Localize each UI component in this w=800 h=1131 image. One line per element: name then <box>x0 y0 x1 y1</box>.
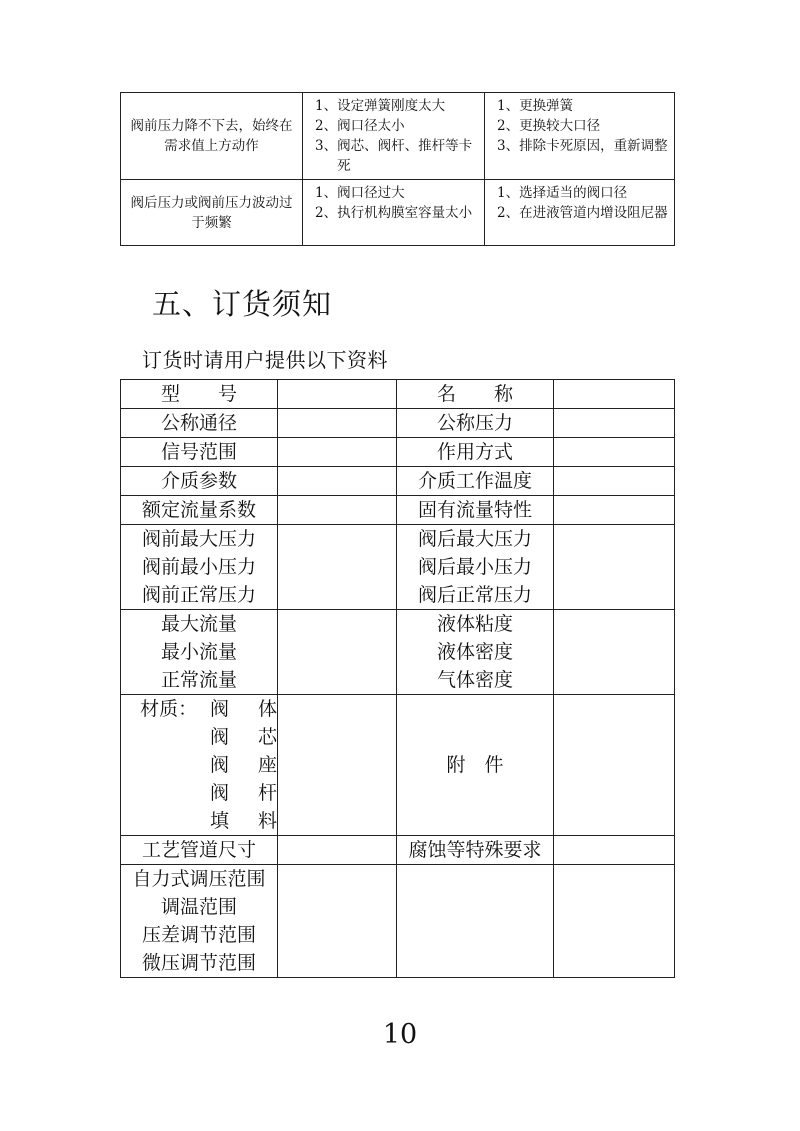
label-regulation-ranges: 自力式调压范围 调温范围 压差调节范围 微压调节范围 <box>121 865 278 978</box>
label-materials <box>121 695 278 836</box>
list-item: 2、 阀口径太小 <box>315 118 405 134</box>
label-medium-temp: 介质工作温度 <box>397 467 554 496</box>
value-special-requirements <box>554 836 675 865</box>
label-nominal-diameter: 公称通径 <box>121 409 278 438</box>
table-row <box>121 836 675 865</box>
label-special-requirements: 腐蚀等特殊要求 <box>397 836 554 865</box>
causes-cell <box>303 93 485 180</box>
list-item: 1、 更换弹簧 <box>497 98 574 114</box>
list-item: 1、 选择适当的阀口径 <box>497 185 628 201</box>
list-item: 3、 排除卡死原因，重新调整 <box>497 138 668 154</box>
list-item: 材质： 阀 体 <box>140 698 277 720</box>
list-item: 阀 杆 <box>209 782 277 804</box>
table-row <box>121 438 675 467</box>
label-model: 型 号 <box>121 380 278 409</box>
label-inlet-pressures: 阀前最大压力 阀前最小压力 阀前正常压力 <box>121 525 278 610</box>
value-inlet-pressures <box>278 525 397 610</box>
value-pipe-size <box>278 836 397 865</box>
label-name: 名 称 <box>397 380 554 409</box>
value-materials <box>278 695 397 836</box>
table-row <box>121 409 675 438</box>
order-form-table <box>120 379 675 978</box>
table-row <box>121 93 675 180</box>
remedies-cell <box>485 180 675 246</box>
table-row <box>121 610 675 695</box>
value-flow-characteristic <box>554 496 675 525</box>
value-flows <box>278 610 397 695</box>
table-row <box>121 180 675 246</box>
label-flows: 最大流量 最小流量 正常流量 <box>121 610 278 695</box>
list-item: 2、 执行机构膜室容量太小 <box>315 205 473 221</box>
remedies-cell <box>485 93 675 180</box>
section-intro: 订货时请用户提供以下资料 <box>142 348 388 372</box>
label-outlet-pressures: 阀后最大压力 阀后最小压力 阀后正常压力 <box>397 525 554 610</box>
label-flow-characteristic: 固有流量特性 <box>397 496 554 525</box>
value-accessories <box>554 695 675 836</box>
label-signal-range: 信号范围 <box>121 438 278 467</box>
value-outlet-pressures <box>554 525 675 610</box>
table-row <box>121 695 675 836</box>
label-accessories: 附 件 <box>397 695 554 836</box>
page-number: 10 <box>382 1019 418 1050</box>
table-row <box>121 865 675 978</box>
list-item: 阀 芯 <box>209 726 277 748</box>
label-fluid-properties: 液体粘度 液体密度 气体密度 <box>397 610 554 695</box>
label-pipe-size: 工艺管道尺寸 <box>121 836 278 865</box>
table-row <box>121 467 675 496</box>
section-heading: 五、订货须知 <box>152 287 333 321</box>
value-rated-flow-coef <box>278 496 397 525</box>
value-regulation-ranges <box>278 865 397 978</box>
troubleshooting-table <box>120 92 675 246</box>
table-row <box>121 380 675 409</box>
symptom-cell: 阀后压力或阀前压力波动过于频繁 <box>121 180 303 246</box>
list-item: 填 料 <box>209 810 277 832</box>
value-signal-range <box>278 438 397 467</box>
value-medium-params <box>278 467 397 496</box>
blank-cell <box>397 865 554 978</box>
value-action-mode <box>554 438 675 467</box>
symptom-cell: 阀前压力降不下去，始终在需求值上方动作 <box>121 93 303 180</box>
list-item: 1、 设定弹簧刚度太大 <box>315 98 446 114</box>
list-item: 阀 座 <box>209 754 277 776</box>
value-model <box>278 380 397 409</box>
value-name <box>554 380 675 409</box>
value-nominal-diameter <box>278 409 397 438</box>
label-medium-params: 介质参数 <box>121 467 278 496</box>
value-fluid-properties <box>554 610 675 695</box>
value-nominal-pressure <box>554 409 675 438</box>
blank-cell <box>554 865 675 978</box>
table-row <box>121 496 675 525</box>
causes-cell <box>303 180 485 246</box>
label-action-mode: 作用方式 <box>397 438 554 467</box>
list-item: 1、 阀口径过大 <box>315 185 405 201</box>
list-item: 2、 在进液管道内增设阻尼器 <box>497 205 668 221</box>
label-rated-flow-coef: 额定流量系数 <box>121 496 278 525</box>
value-medium-temp <box>554 467 675 496</box>
table-row <box>121 525 675 610</box>
label-nominal-pressure: 公称压力 <box>397 409 554 438</box>
list-item: 2、 更换较大口径 <box>497 118 601 134</box>
list-item: 3、 阀芯、阀杆、推杆等卡死 <box>315 138 473 174</box>
